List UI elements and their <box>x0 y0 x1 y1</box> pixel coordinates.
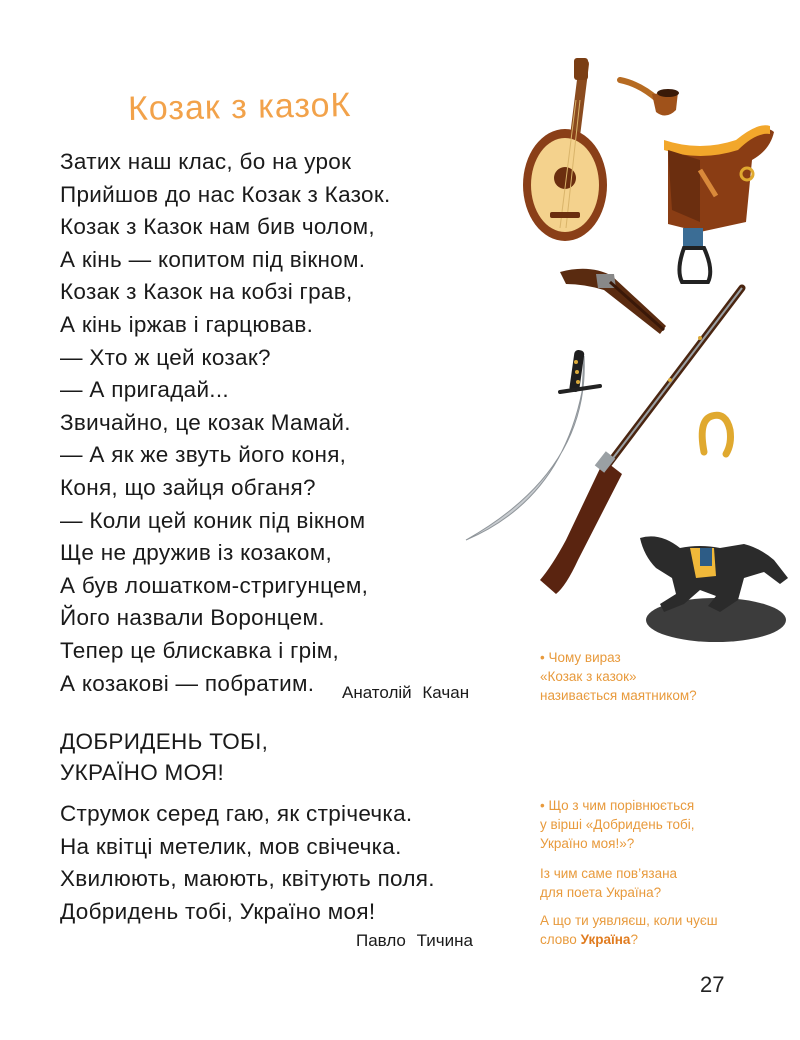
pipe-icon <box>620 80 679 116</box>
highlight-word: Україна <box>580 932 631 947</box>
question-4 <box>540 911 718 949</box>
poem2-title-line: УКРАЇНО МОЯ! <box>60 760 225 785</box>
poem-line: Хвилюють, маюють, квітують поля. <box>60 866 435 891</box>
question-line: у вірші «Добридень тобі, <box>540 817 695 832</box>
question-1 <box>540 648 697 705</box>
question-line: • Чому вираз <box>540 650 621 665</box>
poem-line: — А як же звуть його коня, <box>60 442 347 468</box>
poem-line: — Хто ж цей козак? <box>60 344 271 370</box>
poem-line: Ще не дружив із козаком, <box>60 540 333 566</box>
poem2-author: Павло Тичина <box>356 931 473 950</box>
poem-line: Козак з Казок нам бив чолом, <box>60 214 375 240</box>
poem-line: Коня, що зайця обганя? <box>60 474 316 500</box>
pistol-icon <box>560 269 666 334</box>
poem-line: Добридень тобі, Україно моя! <box>60 898 376 924</box>
poem-line: А кінь іржав і гарцював. <box>60 311 314 337</box>
poem2-title-line: ДОБРИДЕНЬ ТОБІ, <box>60 729 269 754</box>
page-number: 27 <box>700 972 725 997</box>
question-line: для поета Україна? <box>540 885 662 900</box>
question-line: Україно моя!»? <box>540 836 635 851</box>
question-3 <box>540 864 677 902</box>
poem-line: А кінь — копитом під вікном. <box>60 246 366 272</box>
poem-line: Його назвали Воронцем. <box>60 605 325 631</box>
illustrations <box>440 50 790 650</box>
poem-line: Козак з Казок на кобзі грав, <box>60 279 353 305</box>
question-line: «Козак з казок» <box>540 669 637 684</box>
poem2-title <box>60 726 268 788</box>
question-2 <box>540 796 695 853</box>
poem-line: — А пригадай... <box>60 377 229 403</box>
poem-kozak-z-kazok <box>60 146 391 700</box>
horseshoe-icon <box>702 415 730 454</box>
poem-dobryden <box>60 798 435 928</box>
poem-line: На квітці метелик, мов свічечка. <box>60 833 402 859</box>
poem-line: Звичайно, це козак Мамай. <box>60 409 351 435</box>
poem-line: — Коли цей коник під вікном <box>60 507 366 533</box>
poem-line: Струмок серед гаю, як стрічечка. <box>60 801 413 826</box>
poem-title: Козак з казоК <box>127 86 352 128</box>
poem-author: Анатолій Качан <box>342 683 470 702</box>
question-line: Із чим саме пов’язана <box>540 866 678 881</box>
poem-line: Тепер це блискавка і грім, <box>60 637 340 663</box>
question-line: • Що з чим порівнюється <box>540 798 695 813</box>
poem-line: Затих наш клас, бо на урок <box>60 149 352 174</box>
kobza-icon <box>523 58 607 241</box>
poem-line: Прийшов до нас Козак з Казок. <box>60 181 391 207</box>
question-line: називається маятником? <box>540 688 697 703</box>
poem-line: А був лошатком-стригунцем, <box>60 572 369 598</box>
saddle-icon <box>664 125 774 282</box>
question-line: слово Україна? <box>540 932 638 947</box>
horse-icon <box>640 536 788 642</box>
question-line: А що ти уявляєш, коли чуєш <box>540 913 718 928</box>
poem-line: А козакові — побратим. <box>60 670 315 696</box>
